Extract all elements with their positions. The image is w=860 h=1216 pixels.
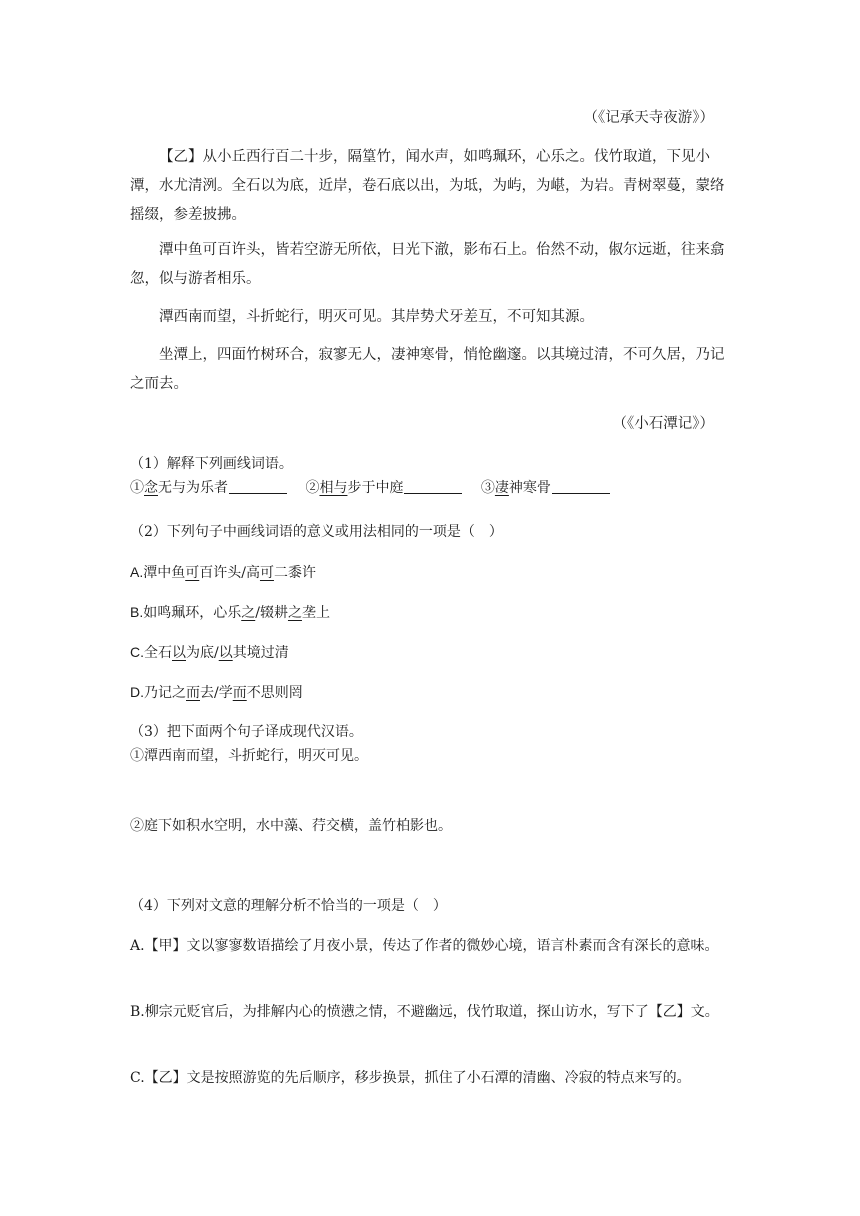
- answer-blank[interactable]: [404, 479, 462, 494]
- q2-option-a: A.潭中鱼可百许头/高可二黍许: [130, 564, 316, 581]
- q1-item-1: ①念无与为乐者: [130, 480, 287, 496]
- answer-blank[interactable]: [229, 479, 287, 494]
- question-1-items: [130, 476, 730, 500]
- yi-source: （《小石潭记》）: [612, 416, 714, 432]
- question-4-stem: （4）下列对文意的理解分析不恰当的一项是（ ）: [130, 898, 447, 914]
- q2-option-b: B.如鸣珮环，心乐之/辍耕之垄上: [130, 604, 330, 621]
- q4-option-a: A.【甲】文以寥寥数语描绘了月夜小景，传达了作者的微妙心境，语言朴素而含有深长的意味。: [130, 938, 719, 954]
- yi-paragraph-4: 坐潭上，四面竹树环合，寂寥无人，凄神寒骨，悄怆幽邃。以其境过清，不可久居，乃记之而去。: [130, 347, 725, 392]
- q4-option-b: B.柳宗元贬官后，为排解内心的愤懑之情，不避幽远，伐竹取道，探山访水，写下了【乙】文。: [130, 1004, 719, 1020]
- q4-option-c: C.【乙】文是按照游览的先后顺序，移步换景，抓住了小石潭的清幽、冷寂的特点来写的。: [130, 1070, 691, 1086]
- q1-item-2: ②相与步于中庭: [305, 480, 462, 496]
- q2-option-d: D.乃记之而去/学而不思则罔: [130, 684, 303, 701]
- yi-paragraph-2: 潭中鱼可百许头，皆若空游无所依，日光下澈，影布石上。佁然不动，俶尔远逝，往来翕忽，似与游者相乐。: [130, 242, 725, 287]
- question-2-stem: （2）下列句子中画线词语的意义或用法相同的一项是（ ）: [130, 524, 503, 540]
- question-1: [130, 452, 730, 500]
- yi-paragraph-3: 潭西南而望，斗折蛇行，明灭可见。其岸势犬牙差互，不可知其源。: [159, 309, 594, 325]
- yi-paragraph-1: 【乙】从小丘西行百二十步，隔篁竹，闻水声，如鸣珮环，心乐之。伐竹取道，下见小潭，水尤清洌。全石以为底，近岸，卷石底以出，为坻，为屿，为嵁，为岩。青树翠蔓，蒙络摇缀，参差披拂。: [130, 149, 725, 223]
- question-3: [130, 720, 730, 768]
- question-3-sentence-2: ②庭下如积水空明，水中藻、荇交横，盖竹柏影也。: [130, 818, 452, 834]
- question-3-stem: （3）把下面两个句子译成现代汉语。: [130, 724, 363, 740]
- answer-blank[interactable]: [552, 479, 610, 494]
- q2-option-c: C.全石以为底/以其境过清: [130, 644, 289, 661]
- q1-item-3: ③凄神寒骨: [481, 480, 610, 496]
- question-1-stem: （1）解释下列画线词语。: [130, 456, 293, 472]
- jia-source: （《记承天寺夜游》）: [583, 110, 714, 126]
- question-3-sentence-1: ①潭西南而望，斗折蛇行，明灭可见。: [130, 748, 368, 764]
- yi-label: 【乙】: [159, 149, 203, 165]
